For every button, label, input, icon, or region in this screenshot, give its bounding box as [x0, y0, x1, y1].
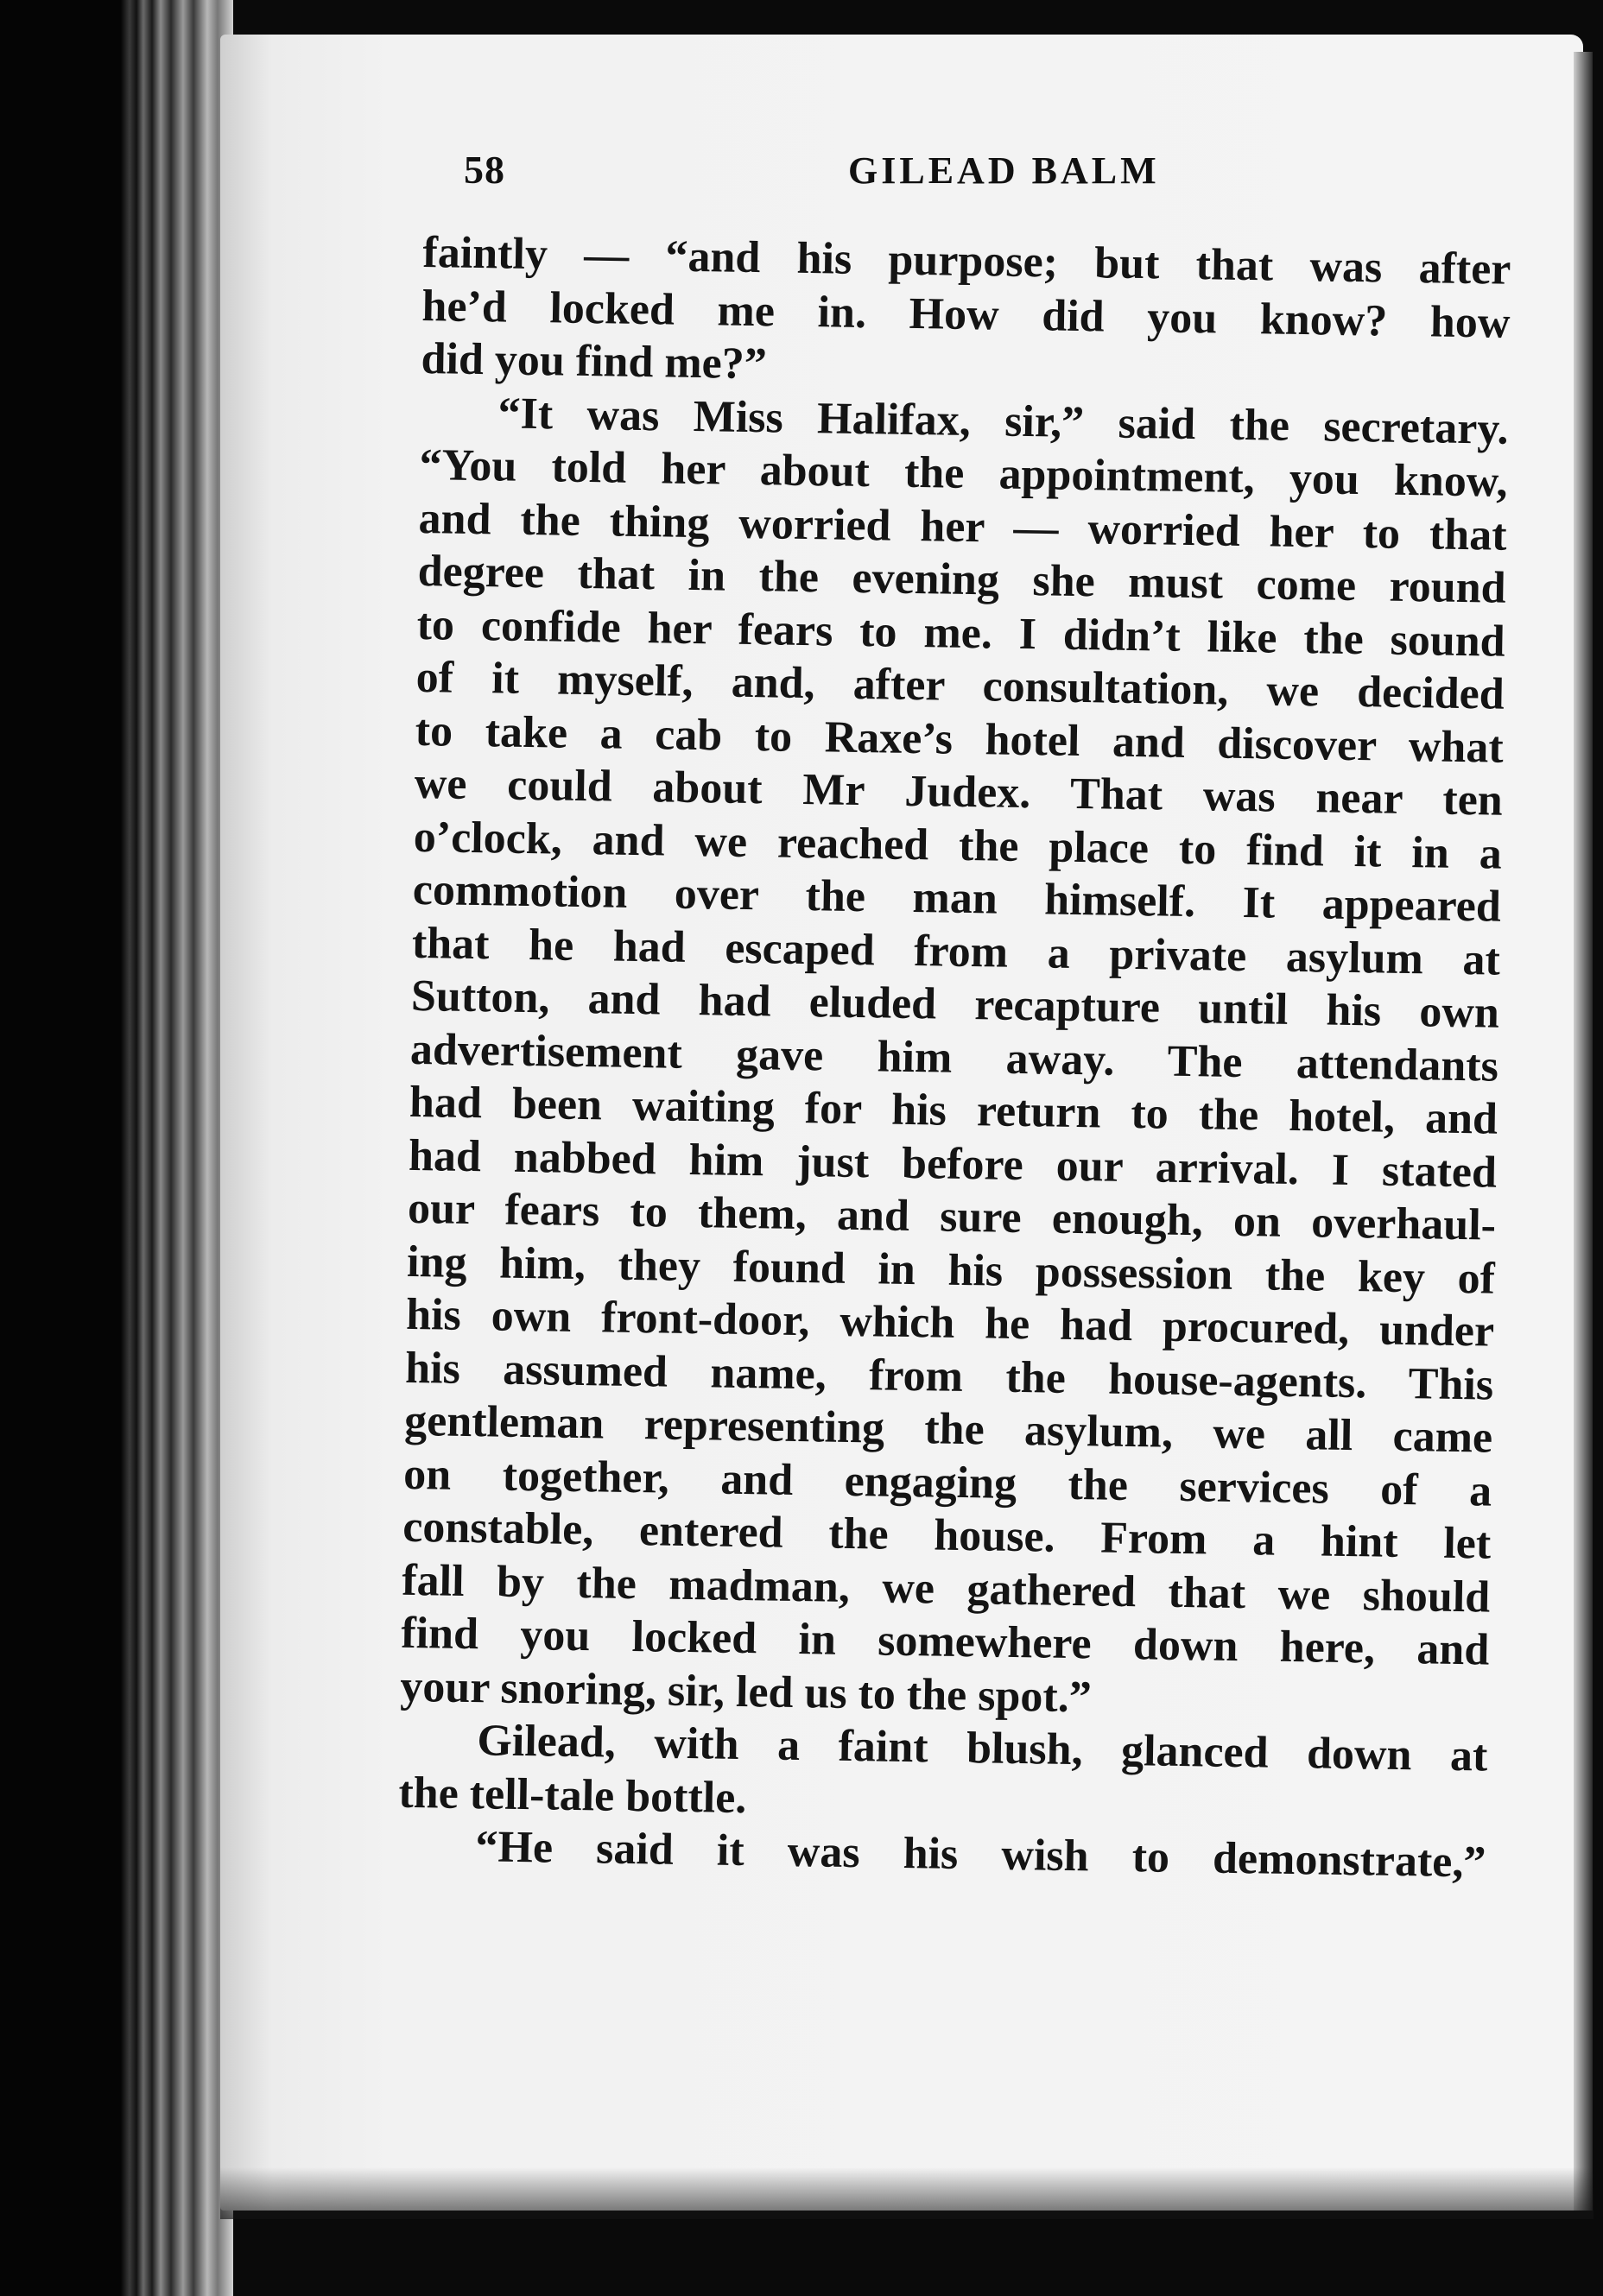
text-line: of it myself, and, after consultation, we decided: [415, 652, 1505, 719]
text-line: had nabbed him just before our arrival. I stated: [408, 1130, 1498, 1198]
text-line: Gilead, with a faint blush, glanced down at: [477, 1716, 1488, 1781]
text-line: to confide her fears to me. I didn’t like the sound: [416, 599, 1506, 667]
text-line: commotion over the man himself. It appeared: [412, 864, 1502, 932]
text-line: the tell-tale bottle.: [398, 1768, 747, 1823]
body-text: [397, 226, 1511, 1889]
page-bottom-shadow: [220, 2167, 1593, 2219]
book-binding-gutter: [0, 0, 233, 2296]
text-line: ing him, they found in his possession the key of: [406, 1237, 1496, 1304]
text-line: find you locked in somewhere down here, and: [400, 1608, 1490, 1675]
text-line: his own front-door, which he had procured, under: [405, 1289, 1495, 1357]
text-line: did you find me?”: [421, 333, 768, 389]
text-line: advertisement gave him away. The attendants: [409, 1024, 1499, 1091]
running-head: GILEAD BALM: [848, 149, 1160, 192]
text-line: faintly — “and his purpose; but that was after: [422, 227, 1511, 294]
text-line: “He said it was his wish to demonstrate,”: [475, 1822, 1486, 1888]
text-line: to take a cab to Raxe’s hotel and discover what: [415, 705, 1505, 773]
text-line: fall by the madman, we gathered that we should: [401, 1555, 1491, 1622]
page-header: [464, 145, 1587, 206]
text-line: constable, entered the house. From a hint let: [402, 1502, 1492, 1569]
text-line: and the thing worried her — worried her to that: [418, 493, 1507, 560]
text-line: “You told her about the appointment, you know,: [419, 440, 1508, 507]
text-line: that he had escaped from a private asylum at: [411, 918, 1501, 985]
text-line: degree that in the evening she must come round: [417, 546, 1507, 613]
page-number: 58: [464, 148, 505, 192]
text-line: his assumed name, from the house-agents. This: [404, 1343, 1494, 1410]
text-line: gentleman representing the asylum, we all came: [403, 1395, 1493, 1463]
text-line: Sutton, and had eluded recapture until his own: [410, 971, 1500, 1038]
text-line: your snoring, sir, led us to the spot.”: [399, 1661, 1093, 1722]
text-line: “It was Miss Halifax, sir,” said the secretary.: [497, 388, 1509, 454]
text-line: had been waiting for his return to the hotel, and: [409, 1077, 1498, 1144]
text-line: on together, and engaging the services of a: [402, 1449, 1492, 1516]
text-line: our fears to them, and sure enough, on overhaul-: [407, 1183, 1497, 1250]
text-line: o’clock, and we reached the place to find it in a: [413, 812, 1503, 879]
text-line: we could about Mr Judex. That was near ten: [414, 758, 1504, 825]
text-line: he’d locked me in. How did you know? how: [421, 281, 1511, 348]
page-right-edge: [1574, 52, 1593, 2211]
